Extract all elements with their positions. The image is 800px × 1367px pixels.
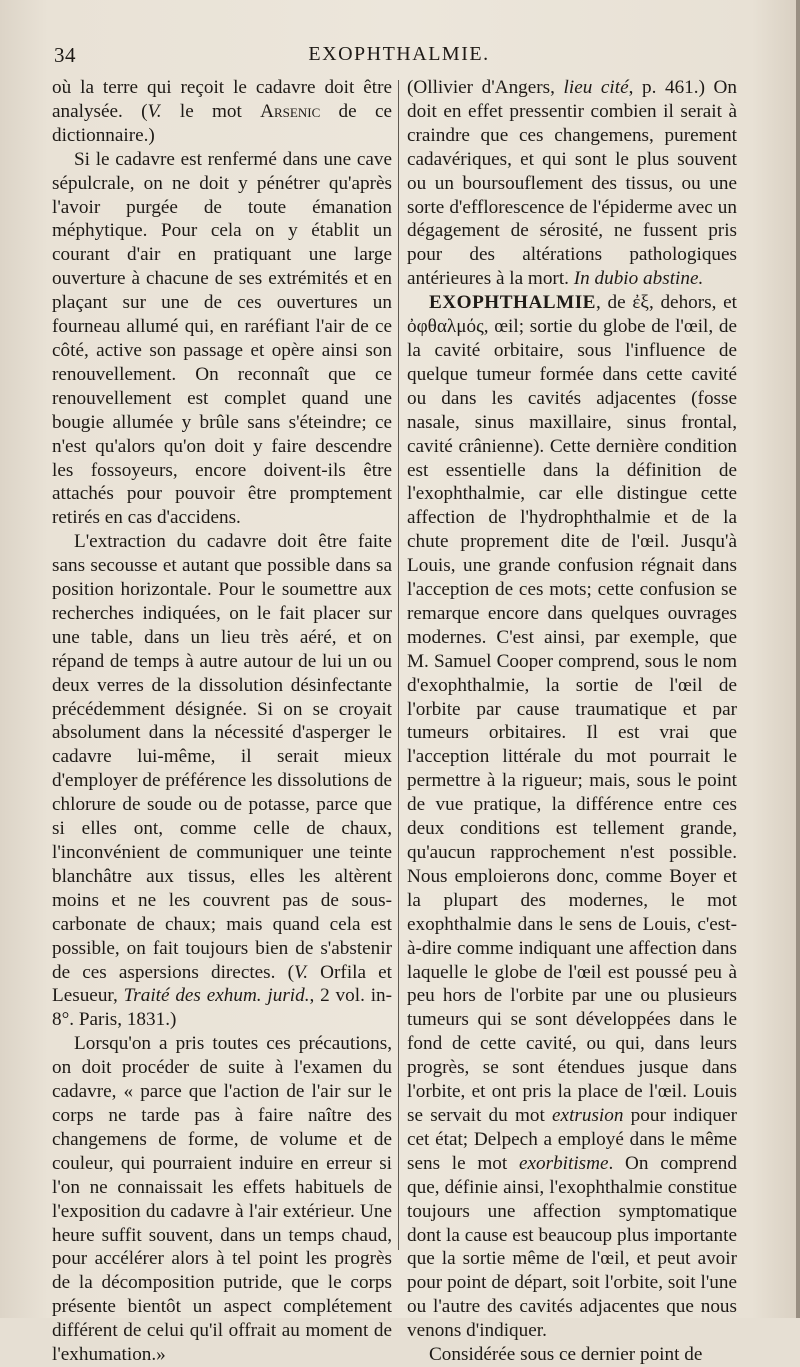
page-number: 34 (54, 43, 76, 67)
paragraph-extraction: L'extraction du cadavre doit être faite sans secousse et autant que possible dans sa position horizontale. Pour le soumettre aux recherches indiquées, on le fait placer sur une table, dans un lieu très aéré, et on répand de temps à autre autour de lui un ou deux verres de la dissolution désinfectante précédemment désignée. Si on se croyait absolument dans la nécessité d'asperger le cadavre lui-même, il serait mieux d'employer de préférence les dissolutions de chlorure de soude ou de potasse, parce que si elles ont, comme celle de chaux, l'inconvénient de communiquer une teinte blanchâtre aux tissus, elles les altèrent moins et ne les couvrent pas de sous-carbonate de chaux; mais quand cela est possible, on fait toujours bien de s'abstenir de ces aspersions directes. (V. Orfila et Lesueur, Traité des exhum. jurid., 2 vol. in-8°. Paris, 1831.) (52, 531, 393, 1031)
left-column (52, 76, 392, 1367)
paragraph-ollivier-citation: (Ollivier d'Angers, lieu cité, p. 461.) On doit en effet pressentir combien il serait à craindre que ces changemens, purement cadavériques, et qui sont le plus souvent ou un boursouflement des tissus, ou une sorte d'efflorescence de l'épiderme avec un dégagement de sérosité, ne fussent pris pour des altérations pathologiques antérieures à la mort. In dubio abstine. (407, 77, 738, 290)
page-header (54, 43, 744, 71)
paragraph-examen-cadavre: Lorsqu'on a pris toutes ces précautions, on doit procéder de suite à l'examen du cadavre, « parce que l'action de l'air sur le corps ne tarde pas à faire naître des changemens de forme, de volume et de couleur, qui pourraient induire en erreur si l'on ne connaissait les effets habituels de l'exposition du cadavre à l'air extérieur. Une heure suffit souvent, dans un temps chaud, pour accélérer alors à tel point les progrès de la décomposition putride, que le corps présente bientôt un aspect complétement différent de celui qu'il offrait au moment de l'exhumation.» (52, 1033, 392, 1366)
column-divider (398, 80, 399, 1250)
right-column (407, 76, 737, 1367)
running-title: EXOPHTHALMIE. (308, 43, 490, 65)
paragraph-consideree: Considérée sous ce dernier point de (429, 1344, 703, 1366)
entry-exophthalmie: EXOPHTHALMIE, de ἐξ, dehors, et ὀφθαλμός, œil; sortie du globe de l'œil, de la cavité orbitaire, sous l'influence de quelque tumeur formée dans cette cavité ou dans les cavités adjacentes (fosse nasale, sinus maxillaire, sinus frontal, cavité crânienne). Cette dernière condition est essentielle dans la définition de l'exophthalmie, car elle distingue cette affection de l'hydrophthalmie et de la chute proprement dite de l'œil. Jusqu'à Louis, une grande confusion régnait dans l'acception de ces mots; cette confusion se remarque encore dans quelques ouvrages modernes. C'est ainsi, par exemple, que M. Samuel Cooper comprend, sous le nom d'exophthalmie, la sortie de l'œil de l'orbite par cause traumatique et par tumeurs orbitaires. Il est vrai que l'acception littérale du mot pourrait le permettre à la rigueur; mais, sous le point de vue pratique, la différence entre ces deux conditions est tellement grande, qu'aucun rapprochement n'est possible. Nous emploierons donc, comme Boyer et la plupart des modernes, le mot exophthalmie dans le sens de Louis, c'est-à-dire comme indiquant une affection dans laquelle le globe de l'œil est poussé peu à peu hors de l'orbite par une ou plusieurs tumeurs qui se sont développées dans le fond de cette cavité, ou qui, dans leurs progrès, se sont étendues jusque dans l'orbite, et ont pris la place de l'œil. Louis se servait du mot extrusion pour indiquer cet état; Delpech a employé dans le même sens le mot exorbitisme. On comprend que, définie ainsi, l'exophthalmie constitue toujours une affection symptomatique dont la cause est beaucoup plus importante que la sortie même de l'œil, et peut avoir pour point de départ, soit l'orbite, soit l'une ou l'autre des cavités adjacentes que nous venons d'indiquer. (407, 292, 737, 1342)
page-edge (796, 0, 800, 1318)
paragraph-continued: où la terre qui reçoit le cadavre doit être analysée. (V. le mot Arsenic de ce dictionnaire.) (52, 77, 392, 146)
paragraph-cave-sepulcrale: Si le cadavre est renfermé dans une cave sépulcrale, on ne doit y pénétrer qu'après l'avoir purgée de toute émanation méphytique. Pour cela on y établit un courant d'air en pratiquant une large ouverture à chacune de ses extrémités et en plaçant sur une de ces ouvertures un fourneau allumé qui, en raréfiant l'air de ce côté, active son passage et opère ainsi son renouvellement. On reconnaît que ce renouvellement est complet quand une bougie allumée y brûle sans s'éteindre; ce n'est qu'alors qu'on doit y faire descendre les fossoyeurs, encore doivent-ils être attachés pour pouvoir être promptement retirés en cas d'accidens. (52, 148, 392, 529)
entry-headword: EXOPHTHALMIE (429, 292, 596, 314)
